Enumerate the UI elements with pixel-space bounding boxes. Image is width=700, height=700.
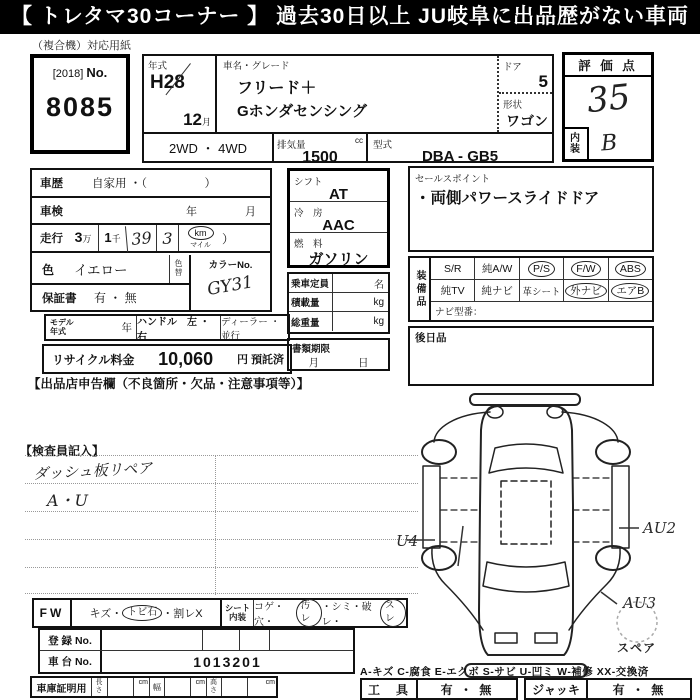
capacity-label: 乗車定員	[289, 274, 333, 292]
model-code-cell	[368, 134, 552, 165]
garage-length-unit: cm	[133, 678, 149, 696]
inspector-section-label: 【検査員記入】	[20, 444, 105, 458]
jack-label: ジャッキ	[526, 680, 588, 698]
drive-cell: 2WD ・ 4WD	[168, 141, 247, 156]
dotted-line	[25, 483, 418, 484]
door-cell	[499, 56, 552, 94]
front-right-wheel	[596, 440, 630, 464]
mileage-unit-cell	[178, 225, 222, 251]
year-label: 年式	[148, 61, 168, 72]
recycle-amount: 10,060	[158, 348, 214, 369]
shift-value: AT	[329, 186, 348, 203]
glass-circled-item: トビ石	[122, 605, 162, 621]
equip-oem-tv: 純TV	[440, 285, 465, 298]
left-front-fender	[434, 412, 490, 442]
left-rear-fender	[432, 548, 483, 630]
month-value: 12	[183, 110, 202, 129]
equip-power-steering: P/S	[519, 258, 563, 279]
inspector-note-1: ダッシュ板リペア	[32, 458, 153, 484]
spare-label: スペア	[617, 641, 657, 655]
fw-label: FW	[34, 600, 72, 626]
lot-number-box	[30, 54, 130, 154]
mileage-row	[32, 225, 270, 253]
handle-cell: ハンドル 左 ・ 右	[136, 316, 220, 339]
mileage-handwritten-a: 39	[125, 224, 157, 253]
registration-row	[40, 630, 353, 651]
docs-day-unit: 日	[358, 357, 369, 369]
docs-units	[289, 355, 388, 370]
mileage-label: 走行	[40, 233, 63, 245]
equip-power-windows: F/W	[563, 258, 607, 279]
history-row	[32, 170, 270, 198]
recycle-suffix: 円 預託済	[236, 354, 284, 366]
interior-grade: B	[600, 130, 619, 157]
mileage-man-cell: 3万	[74, 229, 92, 245]
later-goods-box: 後日品	[408, 326, 654, 386]
garage-height-label: 高さ	[206, 678, 221, 696]
capacity-unit: 名	[374, 279, 384, 291]
shaken-label: 車検	[40, 205, 63, 218]
door-label: ドア	[503, 62, 522, 73]
recolor-cell	[169, 255, 189, 283]
right-door-panel	[612, 466, 629, 548]
vehicle-name: フリード＋	[237, 80, 317, 97]
seat-circled-item-1: 汚レ	[296, 599, 322, 627]
rear-light-right	[535, 633, 557, 643]
garage-label: 車庫証明用	[32, 678, 92, 696]
equip-abs: ABS	[608, 258, 652, 279]
docs-label: 書類期限	[292, 344, 331, 355]
tools-label: 工 具	[362, 680, 418, 698]
shaken-row	[32, 198, 270, 225]
equip-alloy-wheels: 純A/W	[474, 258, 518, 279]
gross-row	[289, 312, 388, 331]
warranty-row	[32, 285, 189, 310]
history-box	[30, 168, 272, 312]
registration-cell-divider	[269, 630, 353, 650]
glass-condition-cell: キズ・ トビ石 ・割レX	[89, 607, 203, 620]
jack-value: 有 ・ 無	[612, 682, 666, 697]
color-warranty-block	[32, 255, 189, 310]
rear-light-left	[495, 633, 517, 643]
month-unit: 月	[201, 117, 211, 127]
equip-airbag: エアB	[608, 280, 652, 301]
recycle-label: リサイクル料金	[52, 352, 135, 367]
headlight-left	[487, 406, 503, 418]
name-label: 車名・グレード	[223, 61, 290, 72]
garage-certificate-row	[30, 676, 278, 698]
equipment-row-2	[431, 279, 652, 301]
shaken-month-unit: 月	[245, 205, 256, 218]
payload-label: 積載量	[289, 293, 333, 311]
door-shape-column	[497, 56, 552, 132]
aircon-label: 冷 房	[294, 208, 323, 219]
garage-width-cell	[164, 678, 190, 696]
garage-width-label: 幅	[149, 678, 164, 696]
weights-box	[287, 272, 390, 334]
sales-point-box	[408, 166, 654, 252]
model-code-label: 型式	[373, 140, 393, 151]
rear-right-wheel	[596, 546, 630, 570]
model-code-value: DBA - GB5	[421, 148, 499, 165]
year-cell	[144, 56, 217, 132]
seat-condition-cell: コゲ・穴・ 汚レ ・シミ・破レ・ スレ	[254, 600, 406, 626]
history-label: 車歴	[40, 178, 63, 190]
right-rear-fender	[569, 548, 620, 630]
car-body-outline	[479, 406, 573, 655]
seller-declaration-label: 【出品店申告欄（不良箇所・欠品・注意事項等）】	[28, 377, 310, 391]
warranty-label: 保証書	[42, 292, 77, 305]
displacement-unit: cc	[355, 136, 363, 145]
paper-type-note: （複合機）対応用紙	[32, 40, 131, 52]
capacity-row	[289, 274, 388, 293]
mileage-close-paren: ）	[222, 231, 235, 246]
payload-row	[289, 293, 388, 312]
warranty-value: 有 ・ 無	[94, 291, 137, 305]
inspector-notes-table	[25, 455, 418, 595]
color-value: イエロー	[74, 263, 128, 278]
color-row	[32, 255, 189, 285]
garage-width-unit: cm	[190, 678, 206, 696]
equipment-box	[408, 256, 654, 322]
header-banner: 【 トレタマ30コーナー 】 過去30日以上 JU岐阜に出品歴がない車両	[0, 0, 700, 34]
garage-length-label: 長さ	[95, 679, 103, 694]
vehicle-grade: Gホンダセンシング	[237, 103, 368, 120]
interior-label-cell	[565, 127, 589, 159]
shaken-year-unit: 年	[186, 205, 197, 218]
damage-mark-u4: U4	[396, 532, 419, 550]
fuel-cell	[290, 233, 387, 268]
shift-cell	[290, 171, 387, 202]
fuel-value: ガソリン	[308, 251, 369, 268]
headlight-right	[547, 406, 563, 418]
front-left-wheel	[422, 440, 456, 464]
jack-row	[524, 678, 692, 700]
displacement-cell	[272, 134, 368, 166]
registration-label: 登 録 No.	[40, 630, 102, 650]
shift-label: シフト	[294, 177, 323, 188]
equipment-label: 装備品	[410, 258, 431, 320]
mile-unit: マイル	[190, 242, 211, 250]
lot-number-value: 8085	[45, 92, 115, 122]
car-damage-diagram	[395, 386, 700, 696]
garage-height-unit: cm	[247, 678, 276, 696]
rating-box	[562, 52, 654, 162]
drivetrain-box	[287, 168, 390, 268]
dotted-line	[25, 567, 418, 568]
spare-tire-circle	[617, 602, 657, 642]
rating-label: 評 価 点	[565, 55, 651, 77]
fuel-label: 燃 料	[294, 239, 323, 250]
front-bumper	[470, 394, 580, 405]
dotted-line	[25, 593, 418, 594]
rear-left-wheel	[422, 546, 456, 570]
damage-mark-au3: AU3	[623, 594, 657, 612]
tools-row	[360, 678, 518, 700]
displacement-value: 1500	[302, 149, 338, 166]
sales-point-text: ・両側パワースライドドア	[415, 190, 600, 207]
color-no-cell	[189, 255, 270, 310]
handwritten-stroke	[458, 526, 463, 566]
lot-no-label: No.	[86, 65, 108, 80]
mileage-sen-cell: 1千	[98, 225, 126, 251]
right-front-fender	[562, 412, 618, 442]
mileage-handwritten-b: 3	[156, 225, 178, 251]
inspector-note-2: A・U	[47, 491, 89, 510]
equipment-grid	[431, 258, 652, 320]
aircon-cell	[290, 202, 387, 233]
color-label: 色	[42, 262, 55, 277]
interior-label: 内装	[570, 133, 580, 155]
year-value: H28	[150, 72, 185, 93]
dotted-line	[25, 455, 418, 456]
door-dashed-lines	[441, 478, 611, 542]
equip-oem-navi: 純ナビ	[474, 280, 518, 301]
damage-code-legend: A-キズ C-腐食 E-エクボ S-サビ U-凹ミ W-補修 XX-交換済	[360, 666, 649, 678]
registration-cell-divider	[239, 630, 269, 650]
au3-leader-line	[601, 592, 617, 604]
interior-dashed-lines	[501, 481, 551, 544]
displacement-label: 排気量	[277, 140, 306, 151]
damage-mark-au2: AU2	[643, 519, 677, 537]
color-no-value: GY31	[205, 272, 255, 300]
shape-value: ワゴン	[506, 113, 548, 129]
documents-box	[287, 338, 390, 371]
navi-model-row: ナビ型番：	[431, 301, 652, 320]
history-value: 自家用 ・（ ）	[92, 178, 216, 190]
spec-bottom-row	[144, 132, 552, 166]
rear-windshield	[483, 562, 569, 592]
sales-point-label: セールスポイント	[415, 174, 491, 185]
equipment-row-1	[431, 258, 652, 279]
color-no-label: カラーNo.	[208, 260, 253, 271]
dotted-line	[25, 511, 418, 512]
seat-label-cell	[220, 600, 254, 626]
month-value-wrap	[183, 110, 211, 130]
registration-blank	[102, 630, 202, 650]
shape-cell	[499, 94, 552, 130]
rating-score: 35	[585, 76, 633, 122]
gross-unit: kg	[373, 316, 384, 327]
left-door-panel	[423, 466, 440, 548]
front-windshield	[489, 444, 563, 473]
name-cell	[217, 56, 497, 132]
aircon-value: AAC	[322, 217, 355, 234]
chassis-label: 車 台 No.	[40, 651, 102, 672]
lot-year-stamp: [2018]	[52, 68, 84, 80]
seat-circled-item-2: スレ	[380, 599, 406, 627]
lot-number-header	[34, 65, 126, 80]
registration-box	[38, 628, 355, 674]
model-year-label: モデル年式	[50, 317, 74, 336]
vehicle-spec-grid	[142, 54, 554, 166]
gross-label: 総重量	[289, 312, 333, 331]
recycle-fee-row	[42, 344, 292, 374]
docs-month-unit: 月	[308, 357, 319, 369]
equip-aftermarket-navi: 外ナビ	[563, 280, 607, 301]
payload-unit: kg	[373, 296, 384, 308]
garage-length-cell	[107, 678, 133, 696]
km-unit-circled: km	[188, 226, 214, 240]
dotted-divider	[215, 455, 216, 595]
garage-height-cell	[221, 678, 247, 696]
equip-sunroof: S/R	[443, 262, 462, 275]
recolor-label: 色替	[174, 259, 183, 277]
chassis-row	[40, 651, 353, 672]
shape-label: 形状	[503, 100, 523, 111]
tools-value: 有 ・ 無	[440, 682, 494, 697]
chassis-value: 1013201	[193, 653, 262, 670]
model-year-cell	[46, 316, 136, 339]
condition-row	[32, 598, 408, 628]
door-value: 5	[538, 72, 548, 91]
model-handle-dealer-row	[44, 314, 290, 341]
dotted-line	[25, 539, 418, 540]
equip-leather-seats: 革シート	[519, 280, 563, 301]
dealer-cell: ディーラー ・ 並行	[220, 316, 288, 339]
registration-cell-divider	[202, 630, 239, 650]
seat-label: シート内装	[224, 602, 251, 622]
model-year-unit: 年	[121, 322, 132, 334]
